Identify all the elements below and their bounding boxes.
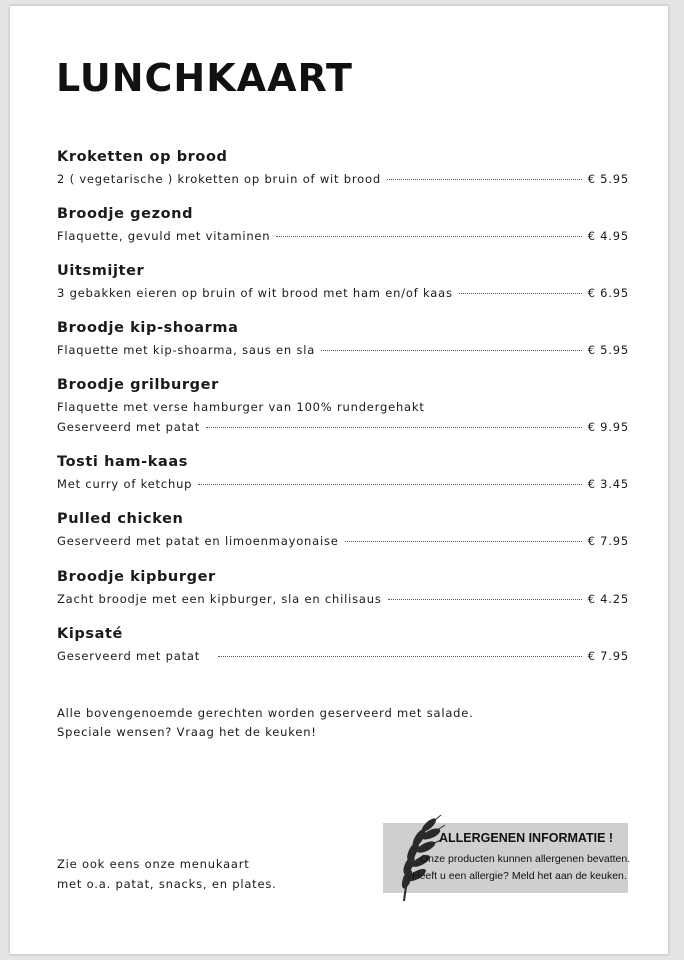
item-price: € 7.95 (587, 649, 629, 663)
allergen-line-2: Heeft u een allergie? Meld het aan de keuken. (412, 870, 627, 882)
menu-item (57, 625, 629, 666)
item-description: Flaquette met kip-shoarma, saus en sla (57, 343, 316, 357)
item-name: Broodje grilburger (57, 377, 219, 393)
item-description: Flaquette met verse hamburger van 100% rundergehakt (57, 400, 425, 414)
item-description: Zacht broodje met een kipburger, sla en chilisaus (57, 592, 382, 606)
item-price: € 5.95 (587, 343, 629, 357)
item-line (57, 169, 629, 189)
item-description: Met curry of ketchup (57, 477, 193, 491)
item-name: Broodje gezond (57, 206, 194, 222)
dot-leader (198, 484, 581, 485)
allergen-line-1: Onze producten kunnen allergenen bevatten. (420, 853, 631, 865)
menu-item (57, 262, 629, 303)
menu-item (57, 376, 629, 437)
item-price: € 4.95 (587, 229, 629, 243)
footer-line-2: met o.a. patat, snacks, en plates. (57, 877, 277, 891)
dot-leader (459, 293, 582, 294)
dot-leader (388, 599, 582, 600)
item-description: 3 gebakken eieren op bruin of wit brood met ham en/of kaas (57, 286, 453, 300)
item-price: € 9.95 (587, 420, 629, 434)
item-price: € 4.25 (587, 592, 629, 606)
salad-note: Alle bovengenoemde gerechten worden geserveerd met salade. (57, 706, 474, 720)
item-name: Broodje kipburger (57, 569, 216, 585)
menu-item (57, 319, 629, 360)
item-description: Geserveerd met patat (57, 420, 201, 434)
menu-item (57, 568, 629, 609)
item-name: Kipsaté (57, 626, 123, 642)
item-description: 2 ( vegetarische ) kroketten op bruin of wit brood (57, 172, 381, 186)
item-line (57, 589, 629, 609)
item-price: € 5.95 (587, 172, 629, 186)
dot-leader (387, 179, 582, 180)
item-description: Geserveerd met patat (57, 649, 201, 663)
item-name: Pulled chicken (57, 511, 184, 527)
footer-line-1: Zie ook eens onze menukaart (57, 857, 250, 871)
special-requests-note: Speciale wensen? Vraag het de keuken! (57, 725, 317, 739)
item-price: € 6.95 (587, 286, 629, 300)
menu-item (57, 453, 629, 494)
page-title: LUNCHKAART (56, 56, 353, 100)
item-name: Kroketten op brood (57, 149, 228, 165)
item-line (57, 474, 629, 494)
allergen-title: ALLERGENEN INFORMATIE ! (439, 831, 614, 845)
item-price: € 7.95 (587, 534, 629, 548)
item-line (57, 646, 629, 666)
menu-item (57, 205, 629, 246)
item-line (57, 226, 629, 246)
dot-leader (276, 236, 581, 237)
menu-page (10, 6, 668, 954)
item-name: Uitsmijter (57, 263, 145, 279)
dot-leader (345, 541, 582, 542)
menu-item (57, 510, 629, 551)
menu-item (57, 148, 629, 189)
item-name: Tosti ham-kaas (57, 454, 188, 470)
item-line (57, 283, 629, 303)
item-line (57, 531, 629, 551)
item-description: Flaquette, gevuld met vitaminen (57, 229, 271, 243)
allergen-info-box (383, 823, 631, 893)
item-price: € 3.45 (587, 477, 629, 491)
item-line (57, 397, 629, 417)
item-line (57, 340, 629, 360)
item-line (57, 417, 629, 437)
dot-leader (206, 427, 582, 428)
item-name: Broodje kip-shoarma (57, 320, 239, 336)
dot-leader (321, 350, 582, 351)
item-description: Geserveerd met patat en limoenmayonaise (57, 534, 339, 548)
dot-leader (218, 656, 582, 657)
